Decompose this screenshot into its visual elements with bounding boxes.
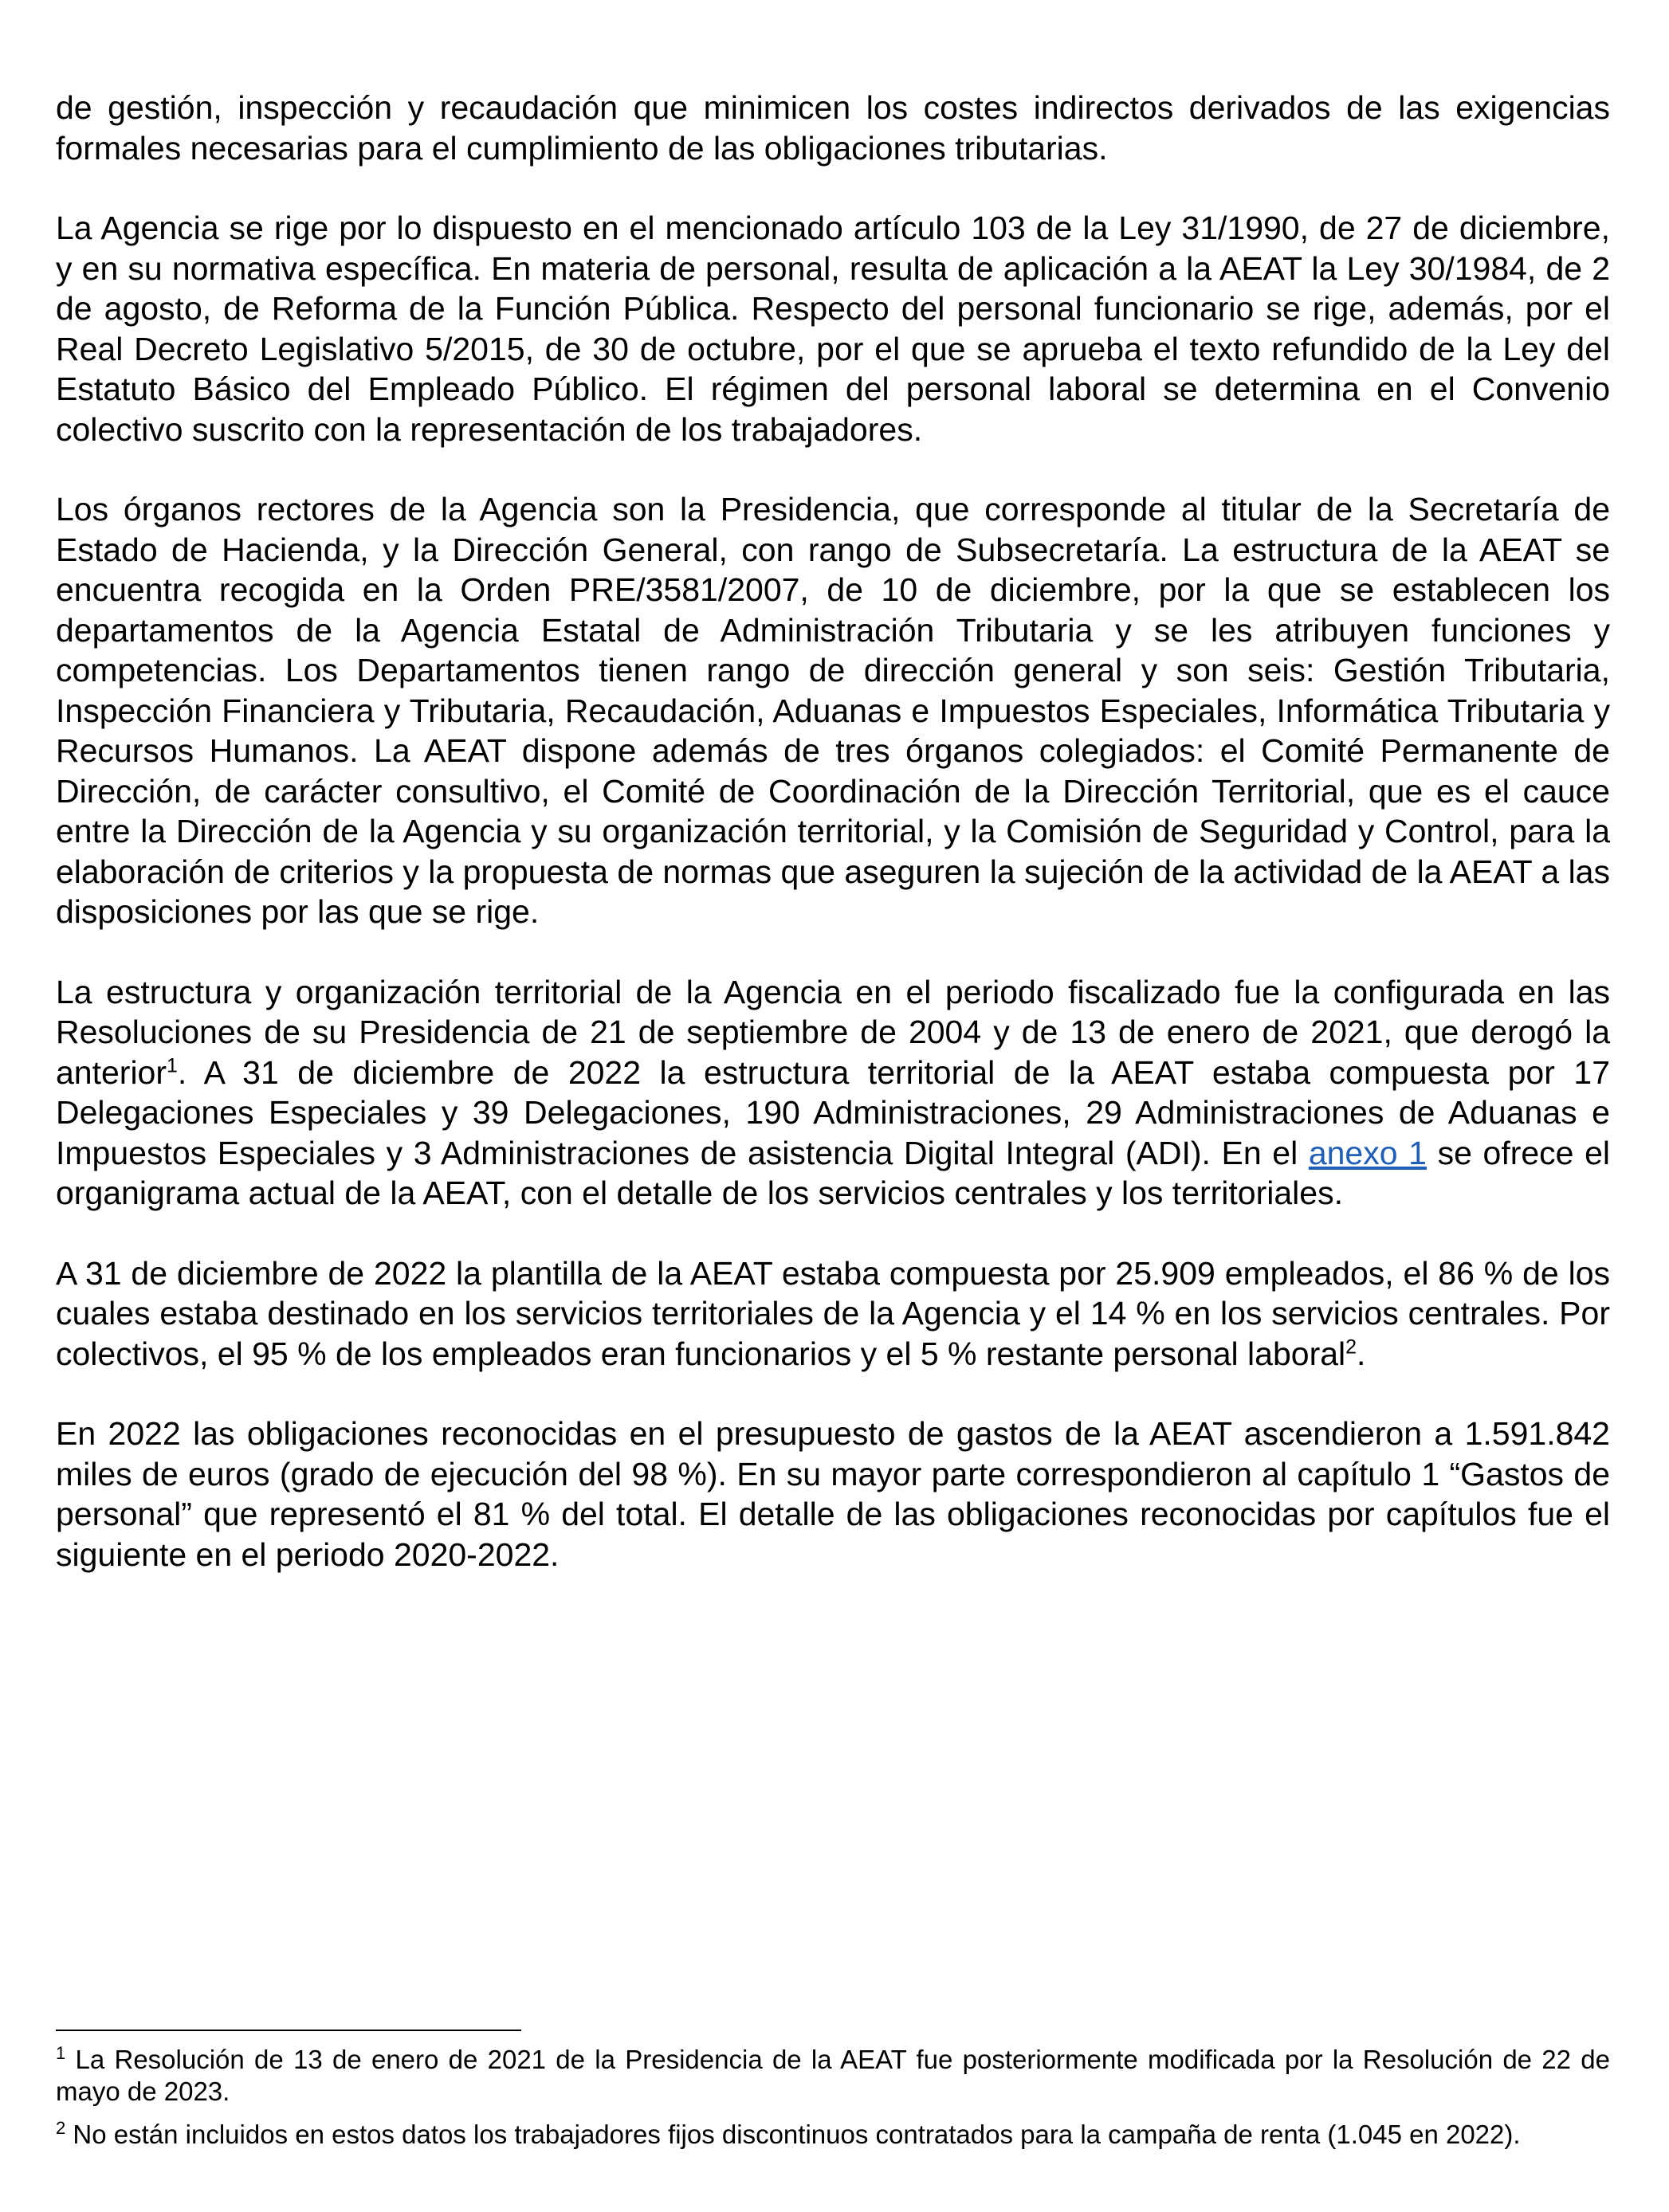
paragraph-2: La Agencia se rige por lo dispuesto en el mencionado artículo 103 de la Ley 31/1990, de 27 de diciembre, y en su normativa específica. En materia de personal, resulta de aplicación a la AEAT la Ley 30/1984, de 2 de agosto, de Reforma de la Función Pública. Respecto del personal funcionario se rige, además, por el Real Decreto Legislativo 5/2015, de 30 de octubre, por el que se aprueba el texto refundido de la Ley del Estatuto Básico del Empleado Público. El régimen del personal laboral se determina en el Convenio colectivo suscrito con la representación de los trabajadores. (56, 210, 1610, 448)
paragraph-5-text-b: . (1357, 1335, 1366, 1372)
footnote-2-marker: 2 (56, 2118, 66, 2138)
footnote-ref-2[interactable]: 2 (1345, 1335, 1357, 1358)
paragraph-4-text-c: se ofrece el organigrama actual de la AEAT, con el detalle de los servicios centrales y los territoriales. (56, 1134, 1610, 1211)
document-body (56, 88, 1610, 1614)
footnotes-section (56, 2030, 1610, 2162)
paragraph-4-text-a: La estructura y organización territorial de la Agencia en el periodo fiscalizado fue la configurada en las Resoluciones de su Presidencia de 21 de septiembre de 2004 y de 13 de enero de 2021, que derogó la anterior (56, 973, 1610, 1091)
paragraph-4 (56, 972, 1610, 1214)
footnote-1-marker: 1 (56, 2043, 66, 2063)
paragraph-4-text-b: . A 31 de diciembre de 2022 la estructura territorial de la AEAT estaba compuesta por 17 Delegaciones Especiales y 39 Delegaciones, 190 Administraciones, 29 Administraciones de Aduanas e Impuestos Especiales y 3 Administraciones de asistencia Digital Integral (ADI). En el (56, 1053, 1610, 1171)
footnote-ref-1[interactable]: 1 (167, 1053, 178, 1077)
anexo-1-link[interactable]: anexo 1 (1308, 1134, 1427, 1171)
paragraph-3: Los órganos rectores de la Agencia son la Presidencia, que corresponde al titular de la Secretaría de Estado de Hacienda, y la Dirección General, con rango de Subsecretaría. La estructura de la AEAT se encuentra recogida en la Orden PRE/3581/2007, de 10 de diciembre, por la que se establecen los departamentos de la Agencia Estatal de Administración Tributaria y se les atribuyen funciones y competencias. Los Departamentos tienen rango de dirección general y son seis: Gestión Tributaria, Inspección Financiera y Tributaria, Recaudación, Aduanas e Impuestos Especiales, Informática Tributaria y Recursos Humanos. La AEAT dispone además de tres órganos colegiados: el Comité Permanente de Dirección, de carácter consultivo, el Comité de Coordinación de la Dirección Territorial, que es el cauce entre la Dirección de la Agencia y su organización territorial, y la Comisión de Seguridad y Control, para la elaboración de criterios y la propuesta de normas que aseguren la sujeción de la actividad de la AEAT a las disposiciones por las que se rige. (56, 491, 1610, 930)
footnote-2 (56, 2119, 1610, 2151)
paragraph-6: En 2022 las obligaciones reconocidas en el presupuesto de gastos de la AEAT ascendieron a 1.591.842 miles de euros (grado de ejecución del 98 %). En su mayor parte correspondieron al capítulo 1 “Gastos de personal” que representó el 81 % del total. El detalle de las obligaciones reconocidas por capítulos fue el siguiente en el periodo 2020-2022. (56, 1415, 1610, 1573)
paragraph-5-text-a: A 31 de diciembre de 2022 la plantilla de la AEAT estaba compuesta por 25.909 empleados, el 86 % de los cuales estaba destinado en los servicios territoriales de la Agencia y el 14 % en los servicios centrales. Por colectivos, el 95 % de los empleados eran funcionarios y el 5 % restante personal laboral (56, 1254, 1610, 1372)
paragraph-5 (56, 1253, 1610, 1375)
footnote-1 (56, 2044, 1610, 2108)
footnote-2-text: No están incluidos en estos datos los trabajadores fijos discontinuos contratados para la campaña de renta (1.045 en 2022). (65, 2120, 1521, 2149)
footnote-1-text: La Resolución de 13 de enero de 2021 de la Presidencia de la AEAT fue posteriormente modificada por la Resolución de 22 de mayo de 2023. (56, 2045, 1610, 2106)
footnote-separator (56, 2030, 521, 2031)
paragraph-1: de gestión, inspección y recaudación que minimicen los costes indirectos derivados de las exigencias formales necesarias para el cumplimiento de las obligaciones tributarias. (56, 89, 1610, 167)
